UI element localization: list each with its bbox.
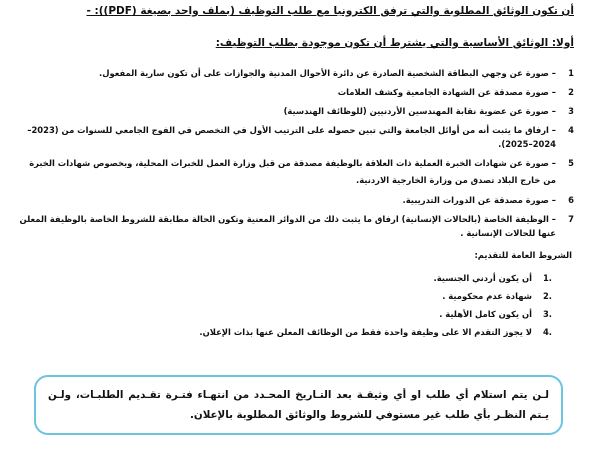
requirement-number: 6 xyxy=(568,195,574,205)
requirement-item xyxy=(14,156,574,170)
requirement-number: 2 xyxy=(568,87,574,97)
general-condition-text: أن يكون أردني الجنسية. xyxy=(433,273,532,283)
general-condition-text: لا يجوز التقدم الا على وظيفة واحدة فقط من الوظائف المعلن عنها بذات الإعلان. xyxy=(199,327,532,337)
general-condition-number: 3. xyxy=(542,309,552,319)
requirement-text: – صورة عن وجهي البطاقة الشخصية الصادرة عن دائرة الأحوال المدنية والجوازات على أن تكون سارية المفعول. xyxy=(99,68,556,78)
requirement-text: – صورة عن عضوية نقابة المهندسين الأردنيين (للوظائف الهندسية) xyxy=(283,106,556,116)
general-condition-number: 2. xyxy=(542,291,552,301)
requirement-text: – الوظيفة الخاصة (بالحالات الإنسانية) ارفاق ما يثبت ذلك من الدوائر المعنية وتكون الحالة مطابقة للشروط الخاصة بالوظيفة المعلن عنها للحالات الإنسانية . xyxy=(19,214,556,238)
requirement-text: – صورة عن شهادات الخبرة العملية ذات العلاقة بالوظيفة مصدقة من قبل وزارة العمل للخبرات المحلية، وبخصوص شهادات الخبرة xyxy=(29,158,556,168)
requirement-text: – ارفاق ما يثبت أنه من أوائل الجامعة والتي تبين حصوله على الترتيب الأول في التخصص في الفوج الجامعي للسنوات من (2023–2024–2025). xyxy=(27,125,556,149)
requirement-item xyxy=(14,212,574,240)
requirement-item xyxy=(14,193,574,207)
requirement-number: 7 xyxy=(568,214,574,224)
general-condition-item xyxy=(199,290,552,303)
general-condition-number: 1. xyxy=(542,273,552,283)
requirement-number: 5 xyxy=(568,158,574,168)
general-condition-item xyxy=(199,308,552,321)
requirement-number: 4 xyxy=(568,125,574,135)
general-condition-number: 4. xyxy=(542,327,552,337)
requirement-number: 3 xyxy=(568,106,574,116)
requirement-item xyxy=(14,85,574,99)
general-conditions-list xyxy=(199,272,552,344)
deadline-notice-text: لـن يتم استلام أي طلب او أي وثيقـة بعد التـاريخ المحـدد من انتهـاء فتـرة تقـديم الطلبـات، ولـن يـتم النظـر بأي طلب غير مستوفي للشروط والوثائق المطلوبة بالإعلان. xyxy=(48,389,549,421)
section-heading: أولا: الوثائق الأساسية والتي يشترط أن تكون موجودة بطلب التوظيف: xyxy=(215,37,574,49)
requirement-number: 1 xyxy=(568,68,574,78)
document-body xyxy=(14,4,574,337)
general-condition-item xyxy=(199,272,552,285)
requirement-continuation: من خارج البلاد تصدق من وزارة الخارجية الاردنية. xyxy=(356,175,556,185)
requirement-item xyxy=(14,123,574,151)
requirement-text: – صورة مصدقة عن الدورات التدريبية. xyxy=(402,195,556,205)
requirement-item xyxy=(14,66,574,80)
main-heading: أن تكون الوثائق المطلوبة والتي ترفق الكترونيا مع طلب التوظيف (بملف واحد بصيغة (PDF)): - xyxy=(86,5,574,17)
general-condition-text: أن يكون كامل الأهلية . xyxy=(439,309,532,319)
requirement-item xyxy=(14,104,574,118)
general-condition-item xyxy=(199,326,552,339)
general-conditions-heading: الشروط العامة للتقديم: xyxy=(474,250,572,260)
general-condition-text: شهادة عدم محكومية . xyxy=(442,291,532,301)
deadline-notice-box xyxy=(34,375,563,435)
requirements-list xyxy=(14,66,574,245)
requirement-text: – صورة مصدقة عن الشهادة الجامعية وكشف العلامات xyxy=(337,87,556,97)
